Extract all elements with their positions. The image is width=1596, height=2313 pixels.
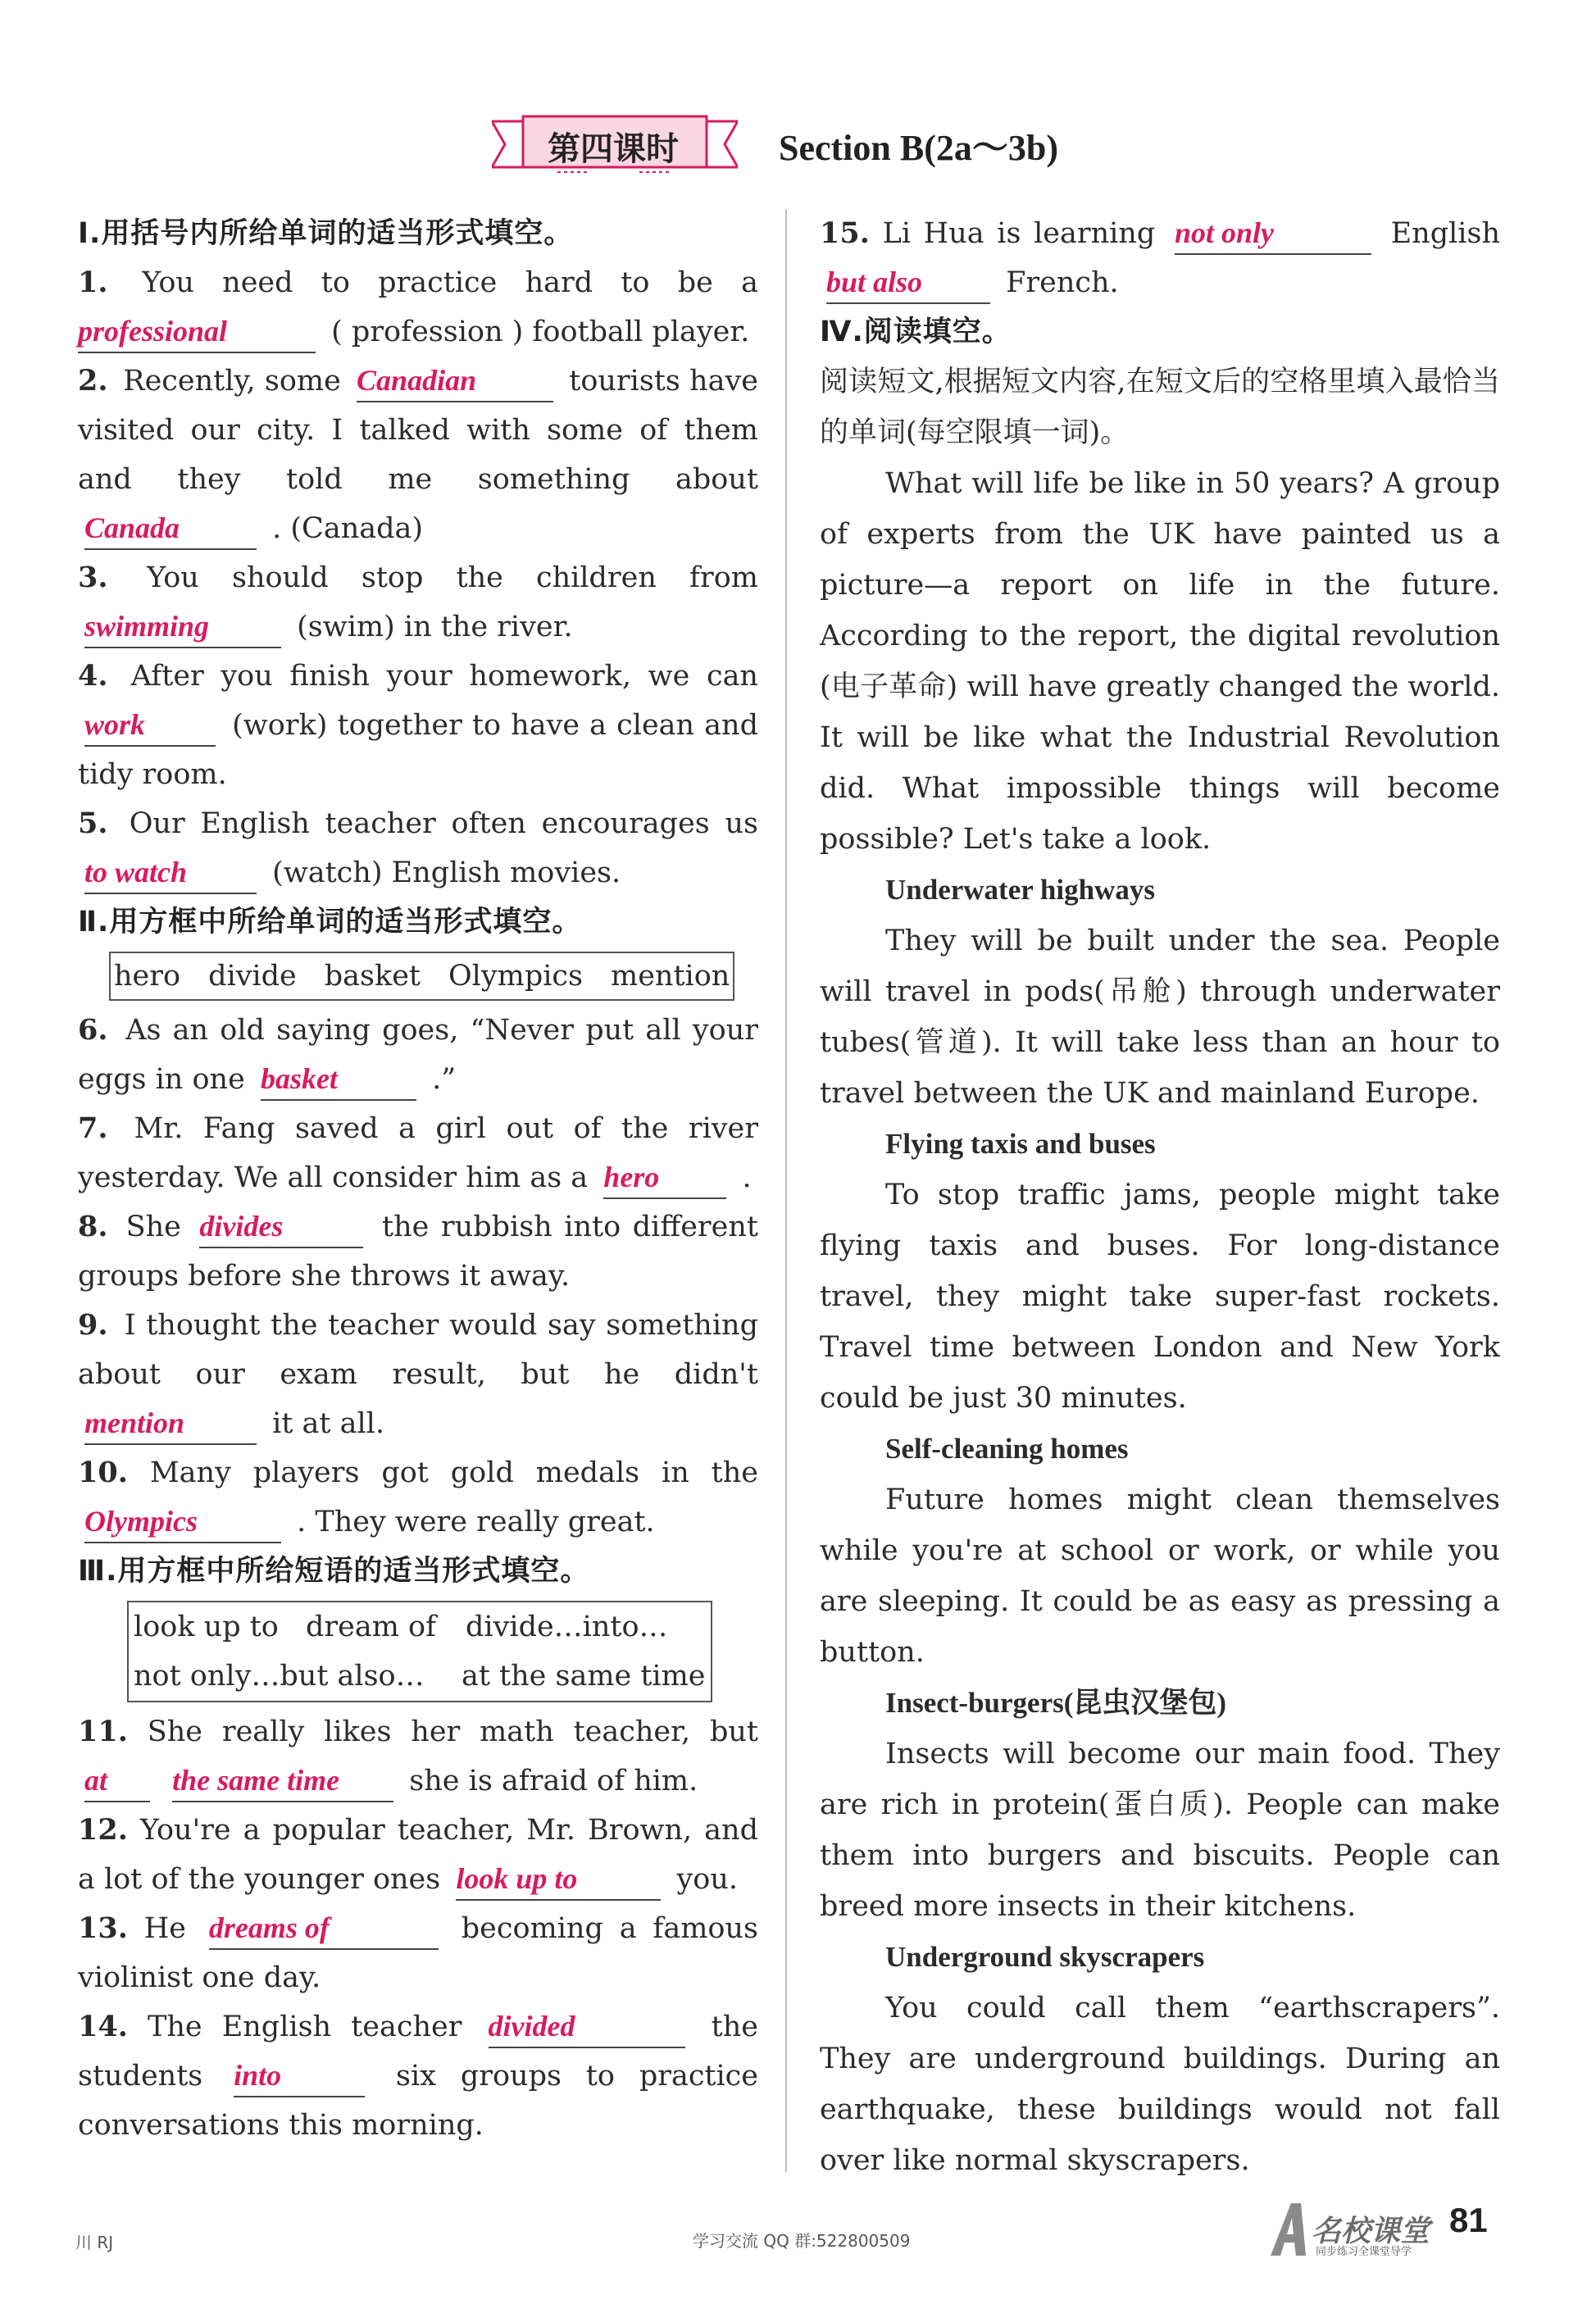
phrase-option: not only…but also… — [134, 1660, 425, 1693]
footer-qq-group: 学习交流 QQ 群:522800509 — [693, 2231, 911, 2251]
answer-blank[interactable]: dreams of — [209, 1908, 439, 1950]
question-7: 7. Mr. Fang saved a girl out of the river yesterday. We all consider him as a hero . — [78, 1104, 758, 1202]
question-11: 11. She really likes her math teacher, but at the same time she is afraid of him. — [78, 1707, 758, 1806]
reading-subheading: Insect-burgers(昆虫汉堡包) — [885, 1687, 1227, 1719]
reading-paragraph: Insects will become our main food. They are rich in protein(蛋白质). People can make them into burgers and biscuits. People can breed more insects in their kitchens. — [820, 1738, 1500, 1923]
column-divider — [785, 209, 787, 2172]
section-title: Section B(2a～3b) — [779, 128, 1058, 168]
question-13: 13. He dreams of becoming a famous violinist one day. — [78, 1904, 758, 2002]
answer-blank[interactable]: Canadian — [357, 361, 553, 402]
phrase-row — [134, 1652, 706, 1701]
answer-blank[interactable]: Olympics — [84, 1502, 281, 1543]
answer-blank[interactable]: the same time — [172, 1761, 393, 1802]
reading-intro: What will life be like in 50 years? A group of experts from the UK have painted us a picture—a report on life in the future. According to the report, the digital revolution (电子革命) will have greatly changed the world. It will be like what the Industrial Revolution did. What impossible things will become possible? Let's take a look. — [820, 467, 1500, 856]
answer-blank[interactable]: swimming — [84, 607, 281, 648]
logo-tagline: 同步练习全课堂导学 — [1316, 2246, 1412, 2258]
phrase-row — [134, 1602, 706, 1652]
question-10: 10. Many players got gold medals in the Olympics . They were really great. — [78, 1448, 758, 1547]
answer-blank[interactable]: professional — [78, 311, 316, 353]
part1-heading: Ⅰ.用括号内所给单词的适当形式填空。 — [78, 217, 574, 250]
reading-paragraph: To stop traffic jams, people might take flying taxis and buses. For long-distance travel, they might take super-fast rockets. Travel time between London and New York could be just 30 minutes. — [820, 1179, 1500, 1415]
question-3: 3. You should stop the children from swimming (swim) in the river. — [78, 553, 758, 652]
word-option: Olympics — [448, 960, 583, 993]
word-box — [109, 952, 734, 1001]
answer-blank[interactable]: but also — [826, 262, 990, 304]
answer-blank[interactable]: divided — [489, 2006, 685, 2048]
logo-letter-a-icon — [1266, 2197, 1316, 2262]
part2-heading: Ⅱ.用方框中所给单词的适当形式填空。 — [78, 906, 582, 938]
reading-paragraph: Future homes might clean themselves while you're at school or work, or while you are sleeping. It could be as easy as pressing a button. — [820, 1484, 1500, 1669]
answer-blank[interactable]: into — [234, 2056, 365, 2097]
phrase-box — [127, 1601, 712, 1702]
word-option: mention — [611, 960, 730, 993]
reading-instruction: 阅读短文,根据短文内容,在短文后的空格里填入最恰当的单词(每空限填一词)。 — [820, 366, 1500, 449]
word-option: divide — [208, 960, 297, 993]
question-4: 4. After you finish your homework, we can work (work) together to have a clean and tidy room. — [78, 659, 758, 791]
answer-blank[interactable]: work — [84, 705, 216, 747]
answer-blank[interactable]: not only — [1175, 213, 1371, 255]
question-5: 5. Our English teacher often encourages us to watch (watch) English movies. — [78, 799, 758, 897]
answer-blank[interactable]: basket — [261, 1059, 416, 1101]
part3-heading: Ⅲ.用方框中所给短语的适当形式填空。 — [78, 1555, 590, 1588]
part4-heading: Ⅳ.阅读填空。 — [820, 316, 1012, 348]
left-column — [78, 209, 758, 2150]
question-1: 1. You need to practice hard to be a professional ( profession ) football player. — [78, 258, 758, 357]
question-2: 2. Recently, some Canadian tourists have visited our city. I talked with some of them and they told me something about Canada . (Canada) — [78, 357, 758, 553]
word-option: basket — [324, 960, 421, 993]
lesson-badge-text: 第四课时 — [548, 130, 679, 168]
reading-subheading: Self-cleaning homes — [885, 1433, 1129, 1465]
answer-blank[interactable]: at — [84, 1761, 150, 1802]
answer-blank[interactable]: mention — [84, 1403, 257, 1445]
right-column — [820, 209, 1500, 2186]
question-12: 12. You're a popular teacher, Mr. Brown, and a lot of the younger ones look up to you. — [78, 1806, 758, 1904]
phrase-option: look up to — [134, 1611, 279, 1643]
reading-subheading: Flying taxis and buses — [885, 1128, 1156, 1160]
phrase-option: dream of — [306, 1611, 437, 1643]
phrase-option: divide…into… — [466, 1611, 668, 1643]
lesson-header — [484, 107, 1139, 180]
phrase-option: at the same time — [462, 1660, 706, 1693]
question-8: 8. She divides the rubbish into different groups before she throws it away. — [78, 1202, 758, 1301]
reading-paragraph: They will be built under the sea. People will travel in pods(吊舱) through underwater tubes(管道). It will take less than an hour to travel between the UK and mainland Europe. — [820, 925, 1500, 1110]
reading-paragraph: You could call them “earthscrapers”. They are underground buildings. During an earthquake, these buildings would not fall over like normal skyscrapers. — [820, 1992, 1500, 2177]
logo-name: 名校课堂 — [1312, 2215, 1430, 2248]
answer-blank[interactable]: divides — [199, 1206, 363, 1248]
answer-blank[interactable]: Canada — [84, 508, 257, 550]
answer-blank[interactable]: hero — [603, 1157, 726, 1199]
reading-subheading: Underground skyscrapers — [885, 1941, 1205, 1973]
lesson-badge — [492, 115, 738, 172]
reading-subheading: Underwater highways — [885, 874, 1155, 906]
word-option: hero — [114, 960, 181, 993]
answer-blank[interactable]: look up to — [456, 1859, 661, 1901]
question-9: 9. I thought the teacher would say something about our exam result, but he didn't mention it at all. — [78, 1301, 758, 1448]
publisher-logo — [1266, 2197, 1439, 2262]
page-number: 81 — [1449, 2201, 1488, 2239]
footer-edition: 川 RJ — [75, 2233, 114, 2252]
question-14: 14. The English teacher divided the students into six groups to practice conversations this morning. — [78, 2002, 758, 2150]
question-6: 6. As an old saying goes, “Never put all your eggs in one basket .” — [78, 1006, 758, 1104]
answer-blank[interactable]: to watch — [84, 852, 257, 894]
question-15: 15. Li Hua is learning not only English but also French. — [820, 209, 1500, 307]
